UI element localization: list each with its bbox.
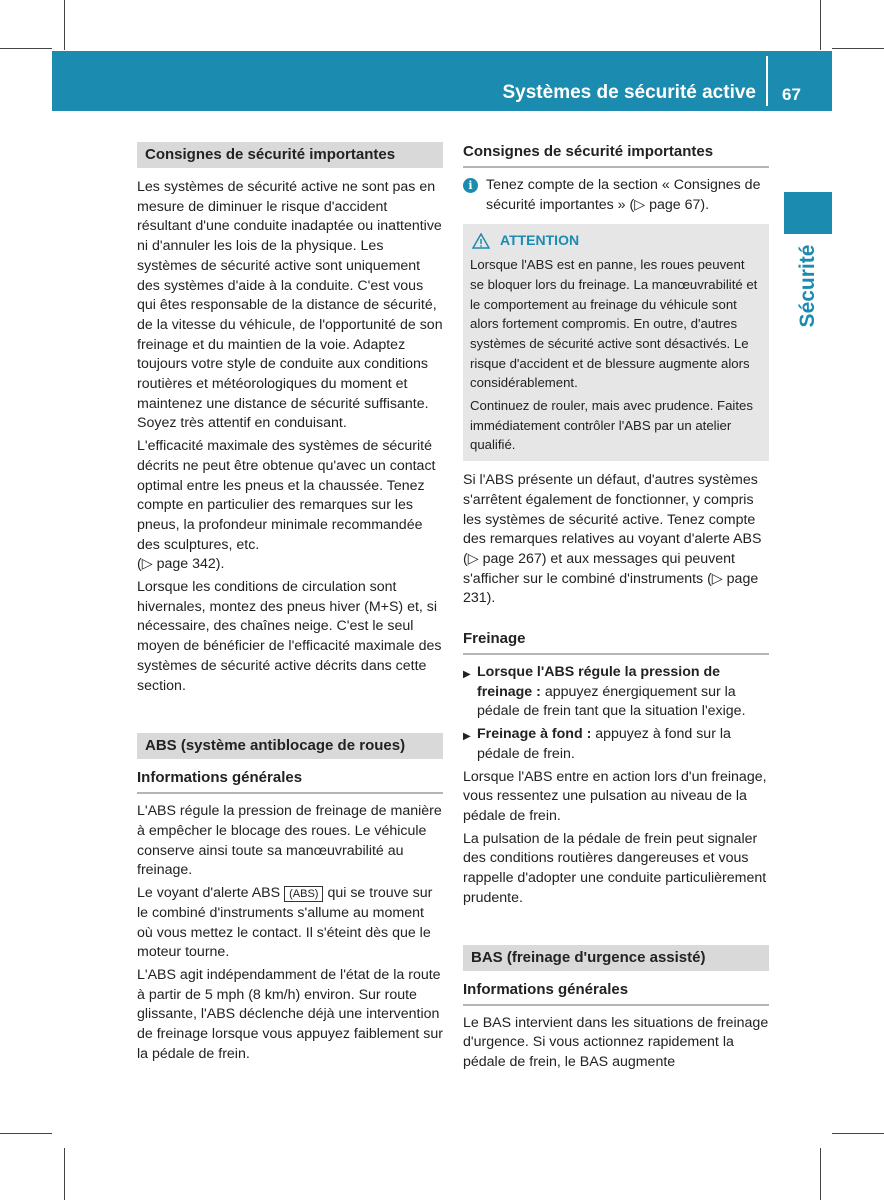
- info-icon: i: [463, 178, 478, 193]
- subsection-heading: Informations générales: [137, 768, 443, 794]
- paragraph: Le BAS intervient dans les situations de freinage d'urgence. Si vous actionnez rapidement la pédale de frein, le BAS augmente: [463, 1014, 769, 1070]
- info-note: [463, 176, 769, 215]
- warning-title: ATTENTION: [500, 232, 580, 249]
- subsection-heading: Freinage: [463, 629, 769, 655]
- warning-box: [463, 224, 769, 461]
- header-separator: [766, 56, 768, 106]
- warning-triangle-icon: [472, 233, 490, 249]
- paragraph: L'ABS agit indépendamment de l'état de la route à partir de 5 mph (8 km/h) environ. Sur route glissante, l'ABS déclenche déjà une intervention de freinage lorsque vous appuyez faiblement sur la pédale de frein.: [137, 966, 444, 1062]
- paragraph: L'ABS régule la pression de freinage de manière à empêcher le blocage des roues. Le véhicule conserve ainsi toute sa manœuvrabilité au freinage.: [137, 803, 442, 879]
- subsection-heading: Consignes de sécurité importantes: [463, 142, 769, 168]
- paragraph: L'efficacité maximale des systèmes de sécurité décrits ne peut être obtenue qu'avec un contact optimal entre les pneus et la chaussée. Tenez compte en particulier des remarques sur les pneus, la profondeur minimale recommandée des sculptures, etc.: [137, 438, 436, 553]
- bullet-label: Lorsque l'ABS régule la pression de freinage :: [477, 664, 721, 700]
- section-heading: ABS (système antiblocage de roues): [137, 733, 443, 759]
- paragraph: Les systèmes de sécurité active ne sont pas en mesure de diminuer le risque d'accident résultant d'une conduite inadaptée ou inattentive ni d'annuler les lois de la physique. Les systèmes de sécurité active sont uniquement des systèmes d'aide à la conduite. C'est vous qui êtes responsable de la distance de sécurité, de la vitesse du véhicule, de l'opportunité de son freinage et du maintien de la voie. Adaptez toujours votre style de conduite aux conditions routières et météorologiques du moment et maintenez une distance de sécurité suffisante. Soyez très attentif en conduisant.: [137, 179, 443, 432]
- triangle-right-icon: ▶: [463, 669, 471, 681]
- bullet-text: appuyez énergiquement sur la pédale de frein tant que la situation l'exige.: [477, 683, 746, 720]
- crop-mark: [0, 1133, 52, 1134]
- paragraph: Lorsque les conditions de circulation sont hivernales, montez des pneus hiver (M+S) et, si nécessaire, des chaînes neige. C'est le seul moyen de bénéficier de l'efficacité maximale des systèmes de sécurité active décrits dans cette section.: [137, 579, 442, 694]
- crop-mark: [64, 1148, 65, 1200]
- section-heading: BAS (freinage d'urgence assisté): [463, 945, 769, 971]
- paragraph: La pulsation de la pédale de frein peut signaler des conditions routières dangereuses et vous rappelle d'adopter une conduite particulièrement prudente.: [463, 830, 767, 906]
- triangle-right-icon: ▶: [463, 731, 471, 743]
- side-tab-marker: [784, 192, 832, 234]
- page-number: 67: [782, 85, 801, 104]
- warning-header: [470, 231, 762, 251]
- bullet-text: appuyez à fond sur la pédale de frein.: [477, 726, 731, 762]
- bullet-label: Freinage à fond :: [477, 726, 592, 743]
- abs-warning-lamp-icon: (ABS): [284, 886, 323, 902]
- warning-text: Continuez de rouler, mais avec prudence. Faites immédiatement contrôler l'ABS par un atelier qualifié.: [470, 398, 753, 453]
- text-fragment: qui se trouve sur le combiné d'instruments s'allume au moment où vous mettez le contact. Il s'éteint dès que le moteur tourne.: [137, 885, 433, 961]
- side-tab-label: Sécurité: [796, 244, 819, 328]
- section-heading: Consignes de sécurité importantes: [137, 142, 443, 168]
- page-reference: (▷ page 342).: [137, 556, 225, 573]
- crop-mark: [0, 48, 52, 49]
- left-column: [137, 142, 443, 1064]
- crop-mark: [832, 48, 884, 49]
- info-text: Tenez compte de la section « Consignes de sécurité importantes » (▷ page 67).: [486, 177, 761, 213]
- right-column: [463, 142, 769, 1073]
- list-item: [463, 725, 769, 764]
- text-fragment: Le voyant d'alerte ABS: [137, 885, 281, 902]
- crop-mark: [832, 1133, 884, 1134]
- subsection-heading: Informations générales: [463, 980, 769, 1006]
- crop-mark: [64, 0, 65, 50]
- paragraph: Lorsque l'ABS entre en action lors d'un freinage, vous ressentez une pulsation au niveau de la pédale de frein.: [463, 768, 767, 824]
- paragraph: Si l'ABS présente un défaut, d'autres systèmes s'arrêtent également de fonctionner, y compris les systèmes de sécurité active. Tenez compte des remarques relatives au voyant d'alerte ABS (▷ page 267) et aux messages qui peuvent s'afficher sur le combiné d'instruments (▷ page 231).: [463, 472, 762, 607]
- crop-mark: [820, 0, 821, 50]
- crop-mark: [820, 1148, 821, 1200]
- page-title: Systèmes de sécurité active: [502, 82, 756, 103]
- list-item: [463, 663, 769, 722]
- paragraph: [137, 884, 443, 963]
- warning-text: Lorsque l'ABS est en panne, les roues peuvent se bloquer lors du freinage. La manœuvrabilité et le comportement au freinage du véhicule sont alors fortement compromis. En outre, d'autres systèmes de sécurité active sont désactivés. Le risque d'accident et de blessure augmente alors considérablement.: [470, 257, 758, 391]
